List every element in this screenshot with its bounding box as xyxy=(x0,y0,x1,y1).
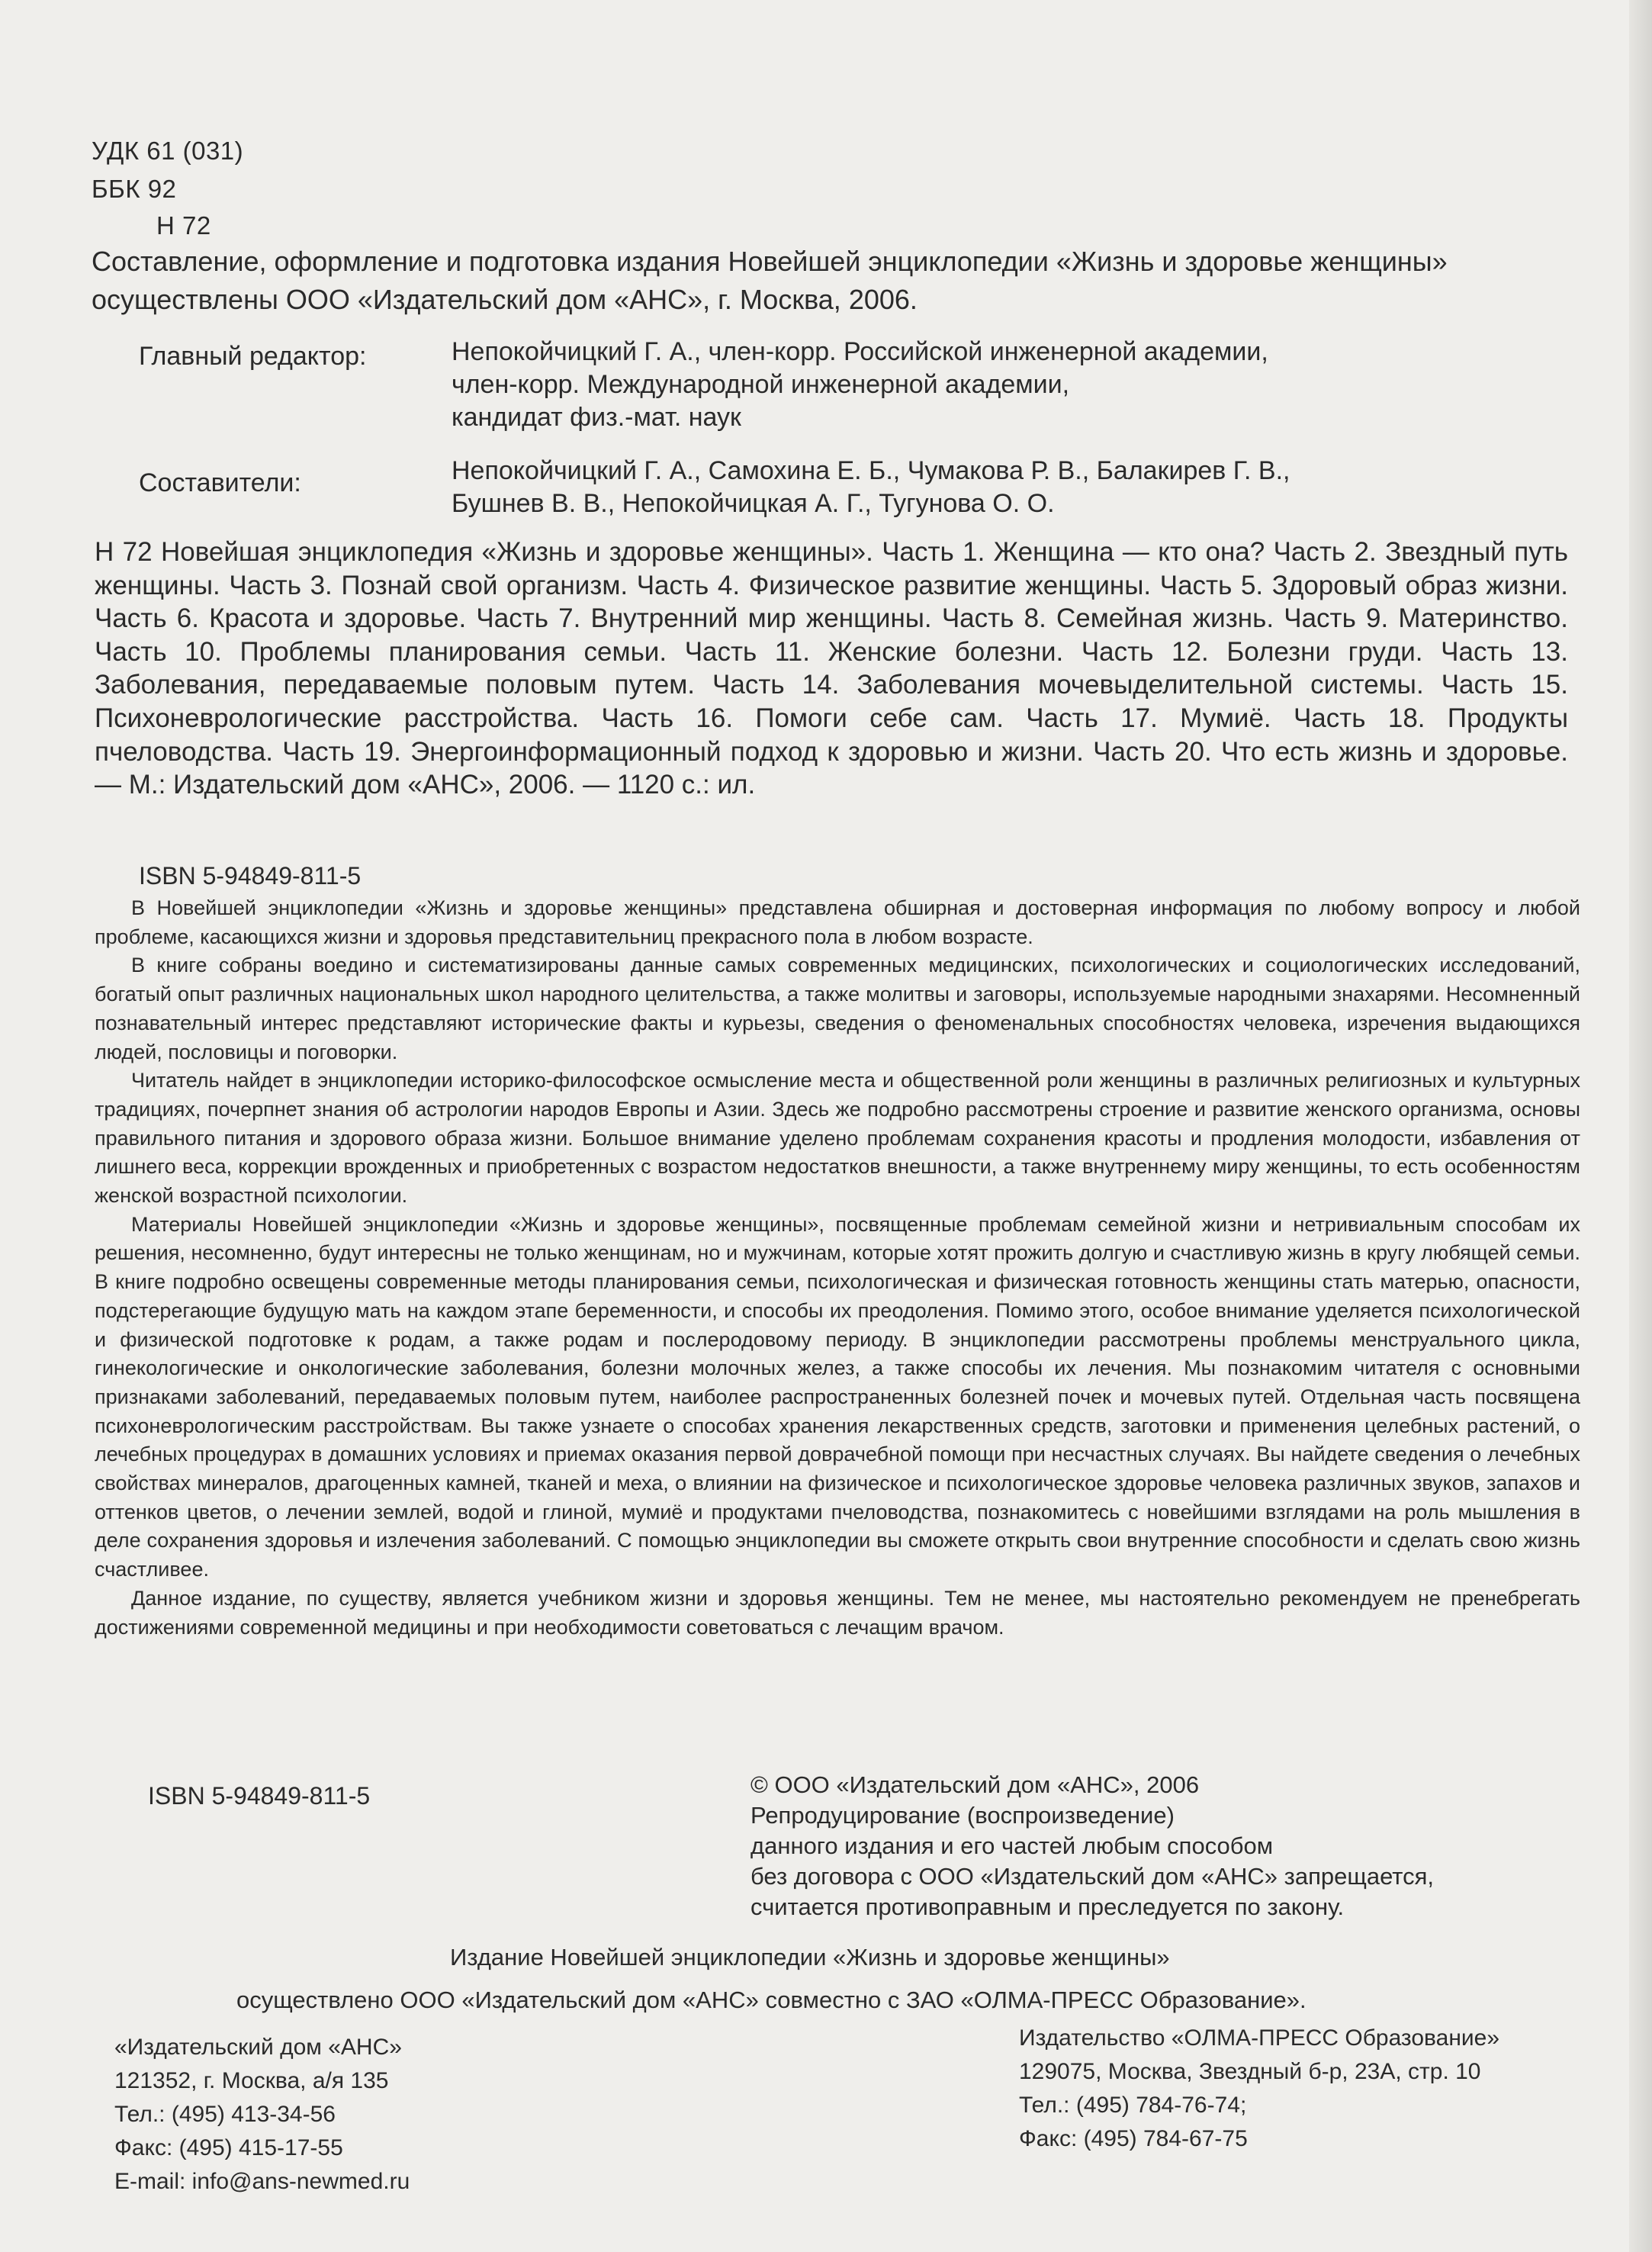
compilers-line: Непокойчицкий Г. А., Самохина Е. Б., Чумакова Р. В., Балакирев Г. В., xyxy=(452,456,1290,485)
page-edge-shadow xyxy=(1629,0,1652,2252)
publication-note-line: осуществлено ООО «Издательский дом «АНС» совместно с ЗАО «ОЛМА-ПРЕСС Образование». xyxy=(236,1987,1306,2013)
publisher-address-ans xyxy=(114,2031,410,2199)
address-line: E-mail: info@ans-newmed.ru xyxy=(114,2169,410,2194)
author-mark: Н 72 xyxy=(156,211,211,240)
publication-note-line: Издание Новейшей энциклопедии «Жизнь и здоровье женщины» xyxy=(450,1944,1170,1970)
abstract-paragraph: В книге собраны воедино и систематизированы данные самых современных медицинских, психологических и социологических исследований, богатый опыт различных национальных школ народного целительства, а также молитвы и заговоры, используемые народными знахарями. Несомненный познавательный интерес представляют исторические факты и курьезы, сведения о феноменальных способностях человека, изречения выдающихся людей, пословицы и поговорки. xyxy=(95,954,1580,1063)
compilers-details xyxy=(452,455,1580,520)
address-line: Факс: (495) 784-67-75 xyxy=(1019,2126,1248,2151)
compilers-label: Составители: xyxy=(139,468,301,497)
copyright-line: без договора с ООО «Издательский дом «АНС» запрещается, xyxy=(750,1863,1435,1890)
editor-line: член-корр. Международной инженерной академии, xyxy=(452,370,1070,399)
udk-code: УДК 61 (031) xyxy=(92,137,244,165)
compilers-line: Бушнев В. В., Непокойчицкая А. Г., Тугунова О. О. xyxy=(452,489,1055,518)
editor-details xyxy=(452,336,1580,434)
editor-line: Непокойчицкий Г. А., член-корр. Российской инженерной академии, xyxy=(452,337,1268,366)
abstract-paragraph: Читатель найдет в энциклопедии историко-философское осмысление места и общественной роли женщины в различных религиозных и культурных традициях, почерпнет знания об астрологии народов Европы и Азии. Здесь же подробно рассмотрены строение и развитие женского организма, основы правильного питания и здорового образа жизни. Большое внимание уделено проблемам сохранения красоты и продления молодости, избавления от лишнего веса, коррекции врожденных и приобретенных с возрастом недостатков внешности, а также внутреннему миру женщины, то есть особенностям женской возрастной психологии. xyxy=(95,1069,1580,1208)
isbn-top: ISBN 5-94849-811-5 xyxy=(139,862,362,890)
abstract xyxy=(95,894,1580,1642)
address-line: «Издательский дом «АНС» xyxy=(114,2035,402,2060)
bibliographic-annotation: Н 72 Новейшая энциклопедия «Жизнь и здоровье женщины». Часть 1. Женщина — кто она? Часть 2. Звездный путь женщины. Часть 3. Познай свой организм. Часть 4. Физическое развитие женщины. Часть 5. Здоровый образ жизни. Часть 6. Красота и здоровье. Часть 7. Внутренний мир женщины. Часть 8. Семейная жизнь. Часть 9. Материнство. Часть 10. Проблемы планирования семьи. Часть 11. Женские болезни. Часть 12. Болезни груди. Часть 13. Заболевания, передаваемые половым путем. Часть 14. Заболевания мочевыделительной системы. Часть 15. Психоневрологические расстройства. Часть 16. Помоги себе сам. Часть 17. Мумиё. Часть 18. Продукты пчеловодства. Часть 19. Энергоинформационный подход к здоровью и жизни. Часть 20. Что есть жизнь и здоровье. — М.: Издательский дом «АНС», 2006. — 1120 с.: ил. xyxy=(95,537,1568,800)
abstract-paragraph: В Новейшей энциклопедии «Жизнь и здоровье женщины» представлена обширная и достоверная информация по любому вопросу и любой проблеме, касающихся жизни и здоровья представительниц прекрасного пола в любом возрасте. xyxy=(95,896,1580,948)
address-line: Факс: (495) 415-17-55 xyxy=(114,2135,343,2160)
abstract-paragraph: Данное издание, по существу, является учебником жизни и здоровья женщины. Тем не менее, мы настоятельно рекомендуем не пренебрегать достижениями современной медицины и при необходимости советоваться с лечащим врачом. xyxy=(95,1586,1580,1639)
address-line: Издательство «ОЛМА-ПРЕСС Образование» xyxy=(1019,2025,1500,2051)
address-line: 121352, г. Москва, а/я 135 xyxy=(114,2068,389,2093)
copyright-line: © ООО «Издательский дом «АНС», 2006 xyxy=(750,1771,1200,1798)
editor-label: Главный редактор: xyxy=(139,342,367,371)
address-line: 129075, Москва, Звездный б-р, 23А, стр. 10 xyxy=(1019,2059,1481,2084)
copyright-line: считается противоправным и преследуется по закону. xyxy=(750,1893,1345,1920)
copyright-notice xyxy=(750,1770,1574,1922)
isbn-bottom: ISBN 5-94849-811-5 xyxy=(148,1782,371,1810)
copyright-line: данного издания и его частей любым способом xyxy=(750,1832,1274,1859)
copyright-line: Репродуцирование (воспроизведение) xyxy=(750,1802,1175,1829)
abstract-paragraph: Материалы Новейшей энциклопедии «Жизнь и здоровье женщины», посвященные проблемам семейной жизни и нетривиальным способам их решения, несомненно, будут интересны не только женщинам, но и мужчинам, которые хотят прожить долгую и счастливую жизнь в кругу любящей семьи. В книге подробно освещены современные методы планирования семьи, психологическая и физическая готовность женщины стать матерью, опасности, подстерегающие будущую мать на каждом этапе беременности, и способы их преодоления. Помимо этого, особое внимание уделяется психологической и физической подготовке к родам, а также родам и послеродовому периоду. В энциклопедии рассмотрены проблемы менструального цикла, гинекологические и онкологические заболевания, болезни молочных желез, а также способы их лечения. Мы познакомим читателя с основными признаками заболеваний, передаваемых половым путем, наиболее распространенных болезней почек и мочевых путей. Отдельная часть посвящена психоневрологическим расстройствам. Вы также узнаете о способах хранения лекарственных средств, заготовки и применения целебных растений, о лечебных процедурах в домашних условиях и приемах оказания первой доврачебной помощи при несчастных случаях. Вы найдете сведения о лечебных свойствах минералов, драгоценных камней, тканей и меха, о влиянии на физическое и психологическое здоровье человека различных звуков, запахов и оттенков цветов, о лечении землей, водой и глиной, мумиё и продуктами пчеловодства, познакомитесь с новейшими взглядами на роль мышления в деле сохранения здоровья и излечения заболеваний. С помощью энциклопедии вы сможете открыть свои внутренние способности и сделать свою жизнь счастливее. xyxy=(95,1212,1580,1581)
bbk-code: ББК 92 xyxy=(92,175,177,203)
address-line: Тел.: (495) 413-34-56 xyxy=(114,2102,336,2127)
editor-line: кандидат физ.-мат. наук xyxy=(452,403,741,432)
publisher-address-olma xyxy=(1019,2022,1499,2156)
address-line: Тел.: (495) 784-76-74; xyxy=(1019,2093,1247,2118)
compilation-note: Составление, оформление и подготовка издания Новейшей энциклопедии «Жизнь и здоровье женщины» осуществлены ООО «Издательский дом «АНС», г. Москва, 2006. xyxy=(92,246,1448,315)
